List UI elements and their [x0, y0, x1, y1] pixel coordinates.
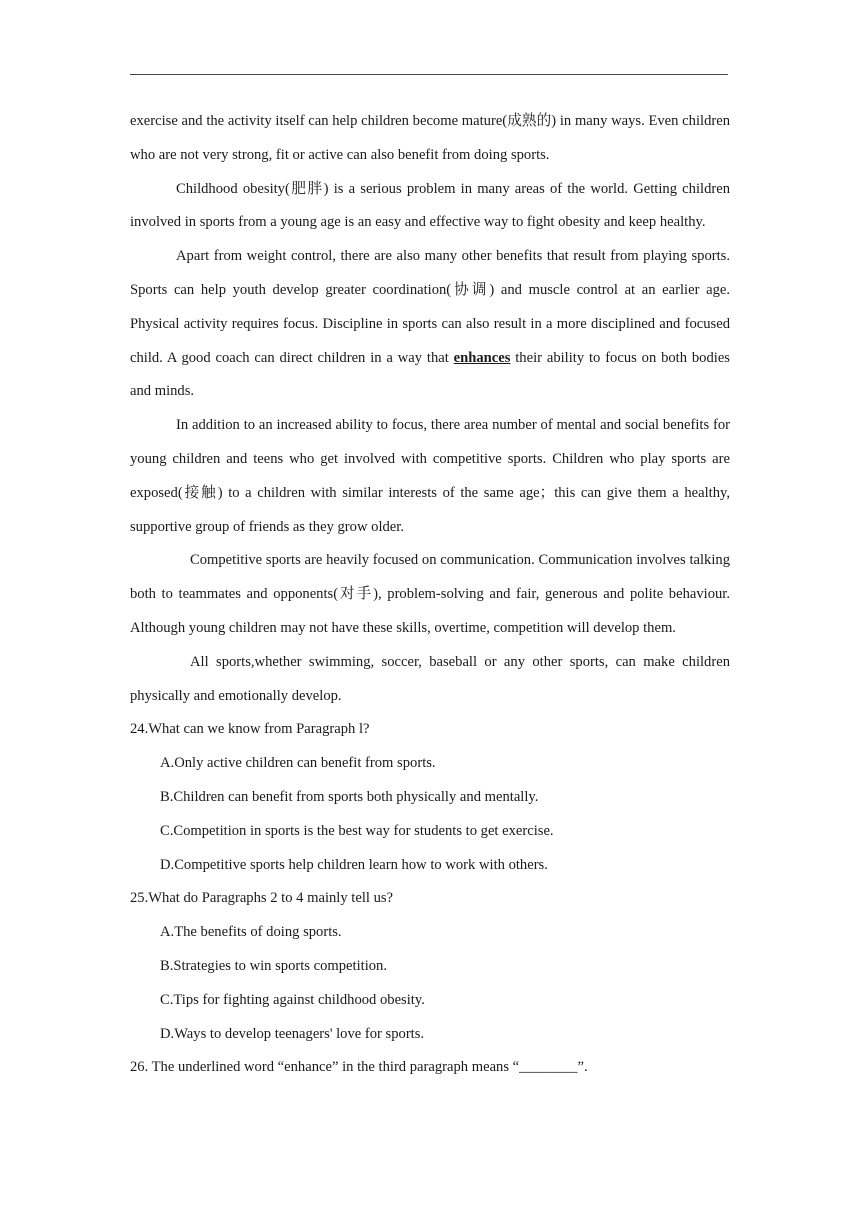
passage-paragraph-conclusion: All sports,whether swimming, soccer, baseball or any other sports, can make children physically and emotionally develop.	[130, 653, 730, 704]
answer-option: B.Children can benefit from sports both physically and mentally.	[160, 788, 539, 805]
paragraph-text: Apart from weight control, there are also many other benefits that result from playing sports. Sports can help youth develop greater coordination(协调) and muscle control at an earlier age. Physical activity requires focus. Discipline in sports can also result in a more disciplined and focused child. A good coach can direct children in a way that	[130, 248, 730, 366]
question-stem: 25.What do Paragraphs 2 to 4 mainly tell us?	[130, 890, 394, 907]
header-rule	[130, 74, 728, 75]
answer-option: B.Strategies to win sports competition.	[160, 957, 387, 974]
answer-option: A.Only active children can benefit from sports.	[160, 755, 436, 772]
passage-paragraph-social: In addition to an increased ability to focus, there area number of mental and social benefits for young children and teens who get involved with competitive sports. Children who play sports are exposed(接触) to a children with similar interests of the same age；this can give them a healthy, supportive group of friends as they grow older.	[130, 417, 730, 535]
passage-paragraph-communication: Competitive sports are heavily focused on communication. Communication involves talking both to teammates and opponents(对手), problem-solving and fair, generous and polite behaviour. Although young children may not have these skills, overtime, competition will develop them.	[130, 552, 730, 636]
answer-option: D.Competitive sports help children learn how to work with others.	[160, 856, 548, 873]
answer-option: C.Tips for fighting against childhood obesity.	[160, 991, 425, 1008]
answer-option: A.The benefits of doing sports.	[160, 924, 342, 941]
document-body	[130, 105, 730, 1085]
answer-option: D.Ways to develop teenagers' love for sports.	[160, 1025, 425, 1042]
paragraph-text: their ability to focus on both bodies and minds.	[130, 349, 730, 400]
passage-paragraph-obesity: Childhood obesity(肥胖) is a serious problem in many areas of the world. Getting children involved in sports from a young age is an easy and effective way to fight obesity and keep healthy.	[130, 180, 730, 231]
underlined-keyword: enhances	[453, 349, 511, 366]
passage-paragraph-benefits	[130, 240, 730, 409]
passage-paragraph-continued: exercise and the activity itself can help children become mature(成熟的) in many ways. Even children who are not very strong, fit or active can also benefit from doing sports.	[130, 113, 730, 163]
question-stem: 24.What can we know from Paragraph l?	[130, 721, 370, 738]
answer-option: C.Competition in sports is the best way for students to get exercise.	[160, 822, 554, 839]
question-stem: 26. The underlined word “enhance” in the third paragraph means “________”.	[130, 1059, 588, 1076]
